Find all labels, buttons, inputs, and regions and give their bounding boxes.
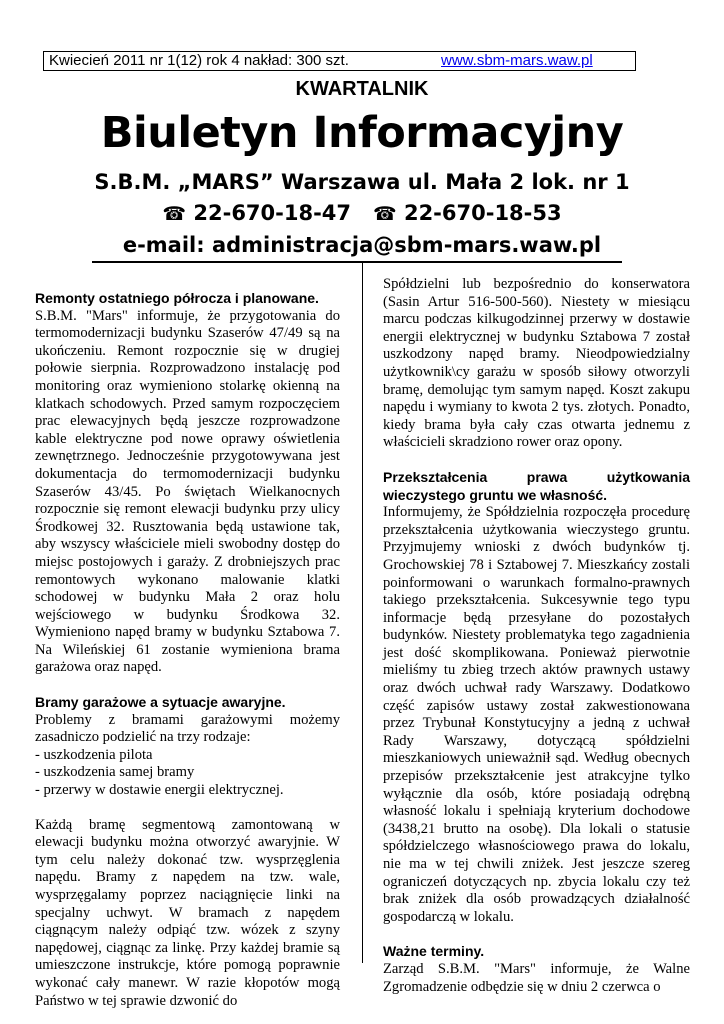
section-heading-important-dates: Ważne terminy. (383, 943, 485, 960)
list-item: - przerwy w dostawie energii elektrycznej. (35, 782, 284, 799)
phone-icon: ☎ (372, 203, 397, 225)
continued-text: Spółdzielni lub bezpośrednio do konserwatora (Sasin Artur 516-500-560). Niestety w miesiącu marcu podczas kilkugodzinnej przerwy w dostawie energii elektrycznej w budynku Sztabowa 7 został uszkodzony napęd bramy. Nieodpowiedzialny użytkownik\cy garażu w sposób siłowy otworzyli bramę, demolując tym samym napęd. Koszt zakupu napędu i wymiany to kwota 2 tys. złotych. Ponadto, kiedy brama była cały czas otwarta jednemu z właścicieli skradziono rower oraz opony. (383, 276, 690, 451)
section-text-important-dates: Zarząd S.B.M. "Mars" informuje, że Walne Zgromadzenie odbędzie się w dniu 2 czerwca o (383, 960, 690, 995)
section-text-garage-gates: Każdą bramę segmentową zamontowaną w elewacji budynku można otworzyć awaryjnie. W tym celu należy dokonać tzw. wysprzęglenia napędu. Bramy z napędem na tzw. wale, wysprzęgalamy poprzez naciągnięcie linki na specjalny uchwyt. W bramach z napędem ciągnącym należy odpiąć tzw. wózek z szyny napędowej, ciągnąc za linkę. Przy każdej bramie są umieszczone instrukcje, które pomogą poprawnie wykonać cały manewr. W razie kłopotów mogą Państwo w tej sprawie dzwonić do (35, 816, 340, 1009)
issue-info-bar (43, 51, 636, 71)
right-column (383, 276, 690, 996)
section-intro-garage-gates: Problemy z bramami garażowymi możemy zasadniczo podzielić na trzy rodzaje: (35, 711, 340, 746)
problem-list (35, 747, 340, 800)
header-divider (92, 261, 622, 263)
phone-number-2: 22-670-18-53 (403, 201, 562, 225)
org-address: S.B.M. „MARS” Warszawa ul. Mała 2 lok. nr 1 (94, 170, 630, 194)
section-heading-repairs: Remonty ostatniego półrocza i planowane. (35, 290, 319, 306)
page-title: Biuletyn Informacyjny (100, 108, 624, 158)
phone-number-1: 22-670-18-47 (193, 201, 352, 225)
section-text-repairs: S.B.M. "Mars" informuje, że przygotowania do termomodernizacji budynku Szaserów 47/49 są na ukończeniu. Remont rozpocznie się w drugiej połowie sierpnia. Rozprowadzono instalację pod monitoring oraz wymieniono stolarkę okienną na klatkach schodowych. Przed samym rozpoczęciem prac elewacyjnych będą jeszcze rozprowadzone kable elektryczne pod nowe oprawy oświetlenia zewnętrznego. Jednocześnie przygotowywana jest dokumentacja do termomodernizacji budynku Szaserów 43/45. Po świętach Wielkanocnych rozpocznie się remont elewacji budynku przy ulicy Środkowej 32. Rusztowania będą ustawione tak, aby wszyscy właściciele mieli swobodny dostęp do miejsc postojowych i garaży. Z drobniejszych prac remontowych wykonano malowanie klatki schodowej w budynku Mała 2 oraz holu wejściowego w budynku Środkowa 32. Wymieniono napęd bramy w budynku Sztabowa 7. Na Wileńskiej 61 zostanie wymieniona brama garażowa oraz napęd. (35, 307, 340, 676)
phone-icon: ☎ (162, 203, 187, 225)
left-column (35, 290, 340, 1010)
column-divider (362, 263, 363, 963)
section-heading-garage-gates: Bramy garażowe a sytuacje awaryjne. (35, 694, 286, 711)
list-item: - uszkodzenia samej bramy (35, 764, 195, 781)
section-text-land-conversion: Informujemy, że Spółdzielnia rozpoczęła procedurę przekształcenia użytkowania wieczystego gruntu. Przyjmujemy wnioski z dwóch budynków tj. Grochowskiej 78 i Sztabowej 7. Mieszkańcy zostali poinformowani o warunkach formalno-prawnych takiego przekształcenia. Sukcesywnie tego typu informacje będą przesyłane do pozostałych budynków. Niestety problematyka tego zagadnienia jest dość skomplikowana. Ponieważ pierwotnie mieliśmy tu zbieg trzech aktów prawnych ustawy oraz dwóch uchwał rady Warszawy. Dodatkowo część zapisów ustawy został zakwestionowana przez Trybunał Konstytucyjny a jedną z uchwał Rady Warszawy, dotyczącą spółdzielni mieszkaniowych unieważnił sąd. Według obecnych przepisów przekształcenie jest atrakcyjne tylko wyłącznie dla osób, które posiadają odrębną własność lokalu i spełniają kryterium dochodowe (3438,21 brutto na osobę). Dla lokali o statusie spółdzielczego własnościowego prawa do lokalu, nie ma w tej chwili zniżek. Jest jeszcze szereg ograniczeń dotyczących np. zbycia lokalu czy też brak zniżek dla osób prowadzących działalność gospodarczą w lokalu. (383, 504, 690, 925)
section-heading-land-conversion: Przekształcenia prawa użytkowania wieczystego gruntu we własność. (383, 468, 690, 503)
issue-info: Kwiecień 2011 nr 1(12) rok 4 nakład: 300 szt. (49, 52, 349, 69)
phone-line (0, 201, 724, 225)
website-link[interactable]: www.sbm-mars.waw.pl (441, 52, 593, 69)
publication-kind: KWARTALNIK (295, 78, 429, 100)
list-item: - uszkodzenia pilota (35, 746, 153, 763)
email-line: e-mail: administracja@sbm-mars.waw.pl (122, 233, 602, 257)
